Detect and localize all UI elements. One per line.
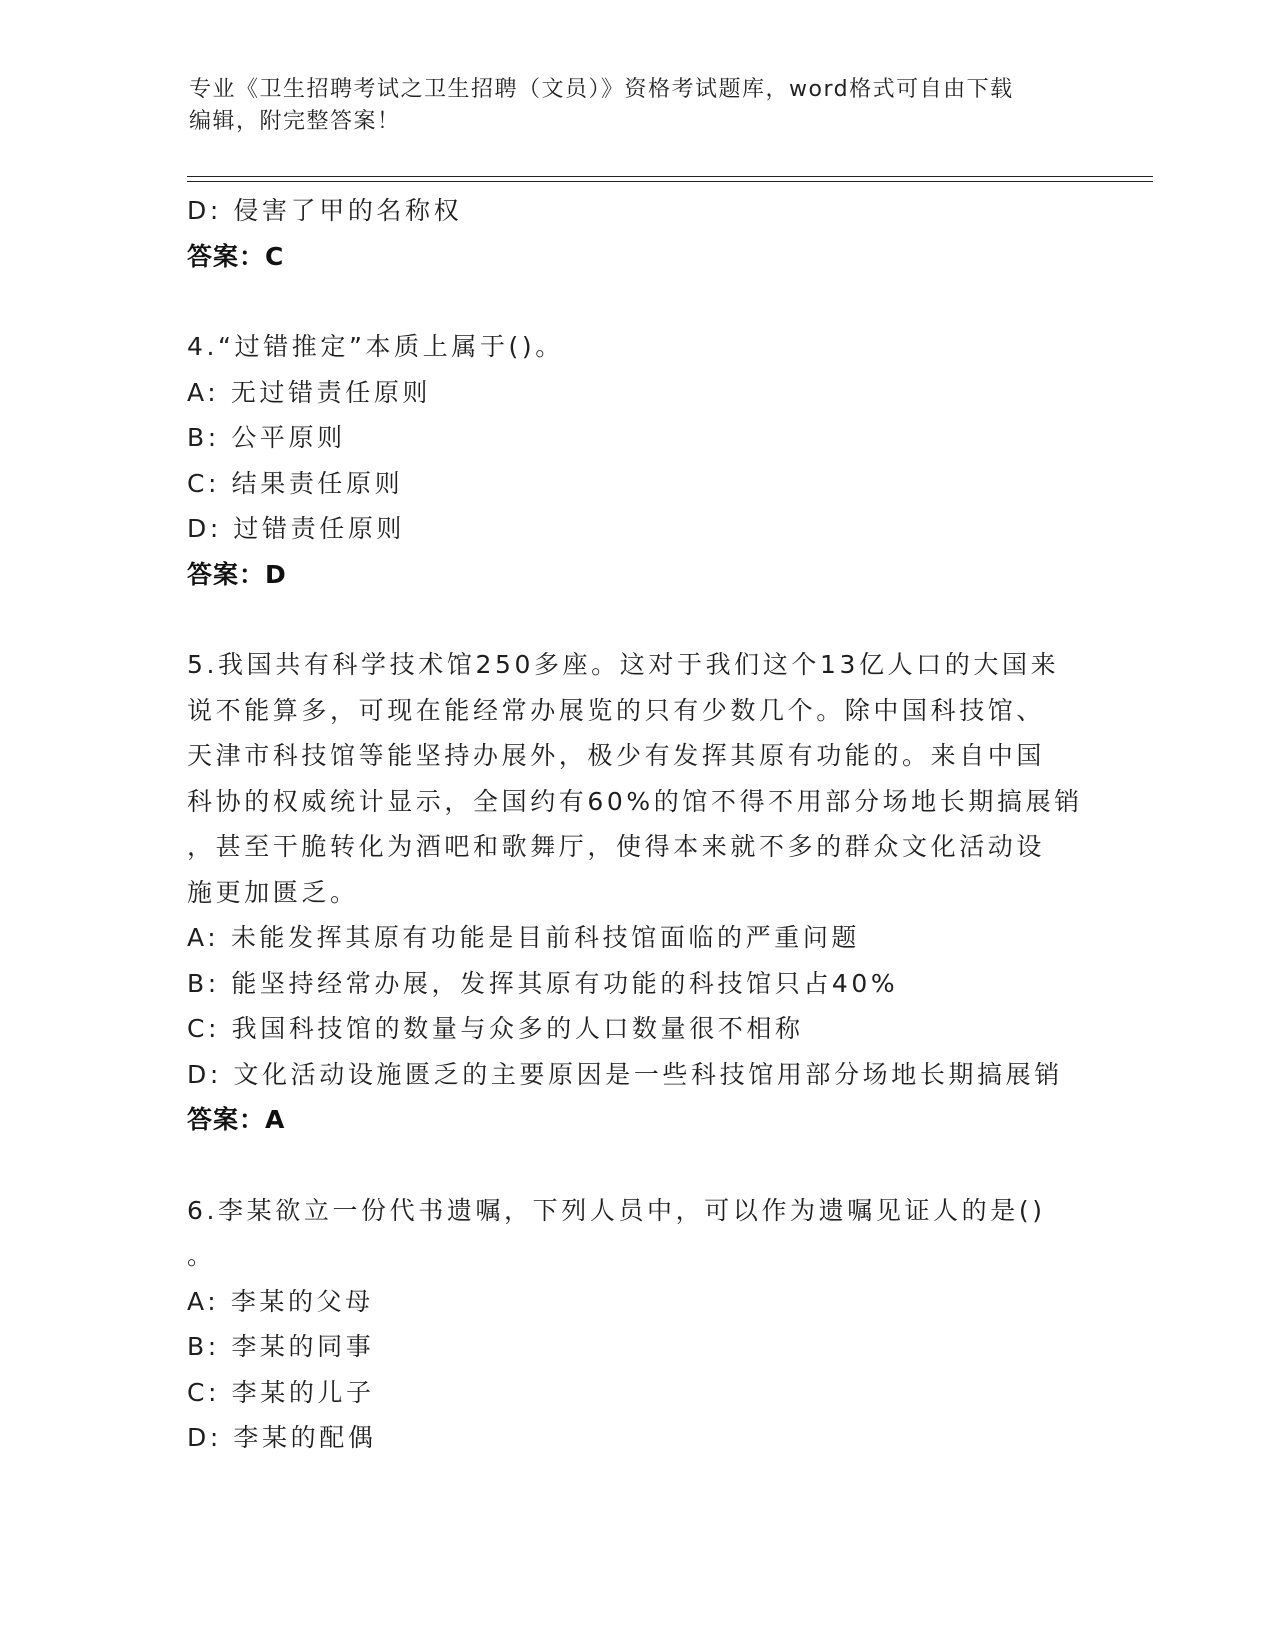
question-list [187,188,1087,1461]
header-divider-top [187,176,1153,177]
question-stem-line: 6.李某欲立一份代书遗嘱，下列人员中，可以作为遗嘱见证人的是() [187,1195,1046,1225]
question-stem-line: 。 [187,1241,216,1270]
prev-option-d: D: 侵害了甲的名称权 [187,196,463,225]
document-header [189,74,1079,138]
answer: 答案：D [187,559,287,589]
question-5 [187,642,1087,1143]
option-c: C: 李某的儿子 [187,1377,375,1407]
answer: 答案：A [187,1105,286,1134]
question-stem: 4.“过错推定”本质上属于()。 [187,332,564,361]
option-c: C: 我国科技馆的数量与众多的人口数量很不相称 [187,1014,804,1043]
question-stem-line: ，甚至干脆转化为酒吧和歌舞厅，使得本来就不多的群众文化活动设 [187,832,1046,861]
question-stem-line: 5.我国共有科学技术馆250多座。这对于我们这个13亿人口的大国来 [187,650,1060,679]
option-d: D: 过错责任原则 [187,514,406,543]
spacer [187,1143,1087,1188]
option-a: A: 无过错责任原则 [187,377,432,407]
option-d: D: 李某的配偶 [187,1423,377,1452]
header-divider-bottom [187,181,1153,182]
question-6 [187,1188,1087,1461]
question-stem-line: 天津市科技馆等能坚持办展外，极少有发挥其原有功能的。来自中国 [187,741,1046,770]
prev-answer: 答案：C [187,241,285,271]
header-line-1: 专业《卫生招聘考试之卫生招聘（文员）》资格考试题库，word格式可自由下载 [189,77,1014,102]
option-d: D: 文化活动设施匮乏的主要原因是一些科技馆用部分场地长期搞展销 [187,1059,1063,1089]
option-a: A: 未能发挥其原有功能是目前科技馆面临的严重问题 [187,923,861,952]
option-a: A: 李某的父母 [187,1286,374,1316]
option-b: B: 公平原则 [187,423,346,452]
option-c: C: 结果责任原则 [187,468,404,498]
question-stem-line: 说不能算多，可现在能经常办展览的只有少数几个。除中国科技馆、 [187,695,1046,725]
question-stem-line: 施更加匮乏。 [187,877,359,907]
question-stem-line: 科协的权威统计显示，全国约有60%的馆不得不用部分场地长期搞展销 [187,786,1083,816]
header-line-2: 编辑，附完整答案！ [189,109,401,134]
option-b: B: 李某的同事 [187,1332,375,1361]
spacer [187,597,1087,642]
spacer [187,279,1087,324]
option-b: B: 能坚持经常办展，发挥其原有功能的科技馆只占40% [187,968,899,998]
question-4 [187,324,1087,597]
